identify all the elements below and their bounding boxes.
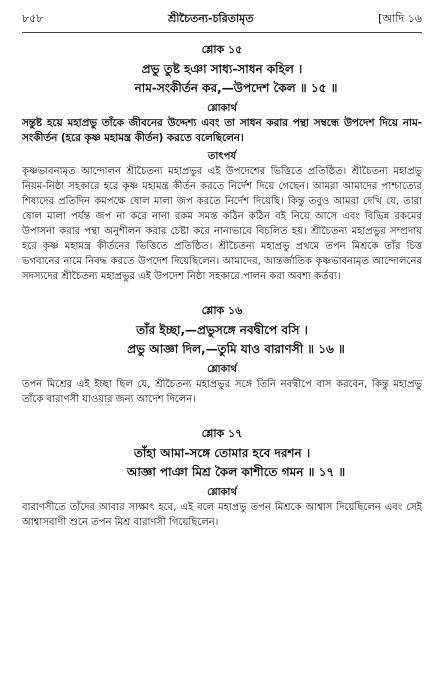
verse-15-line-2: নাম-সংকীর্তন কর,—উপদেশ কৈল ॥ ১৫ ॥ (134, 81, 338, 95)
verse-15-translation-label: শ্লোকার্থ (207, 103, 237, 114)
page-number: ৮৫৮ (22, 12, 44, 25)
book-page (22, 10, 422, 530)
verse-15 (22, 41, 422, 98)
section-reference: [আদি ১৬ (378, 12, 422, 25)
verse-17-heading: শ্লোক ১৭ (201, 427, 243, 440)
verse-15-heading: শ্লোক ১৫ (201, 43, 243, 56)
verse-17-line-1: তাঁহা আমা-সঙ্গে তোমার হবে দরশন । (133, 446, 311, 460)
verse-16-translation-label: শ্লোকার্থ (207, 364, 237, 375)
verse-15-line-1: প্রভু তুষ্ট হঞা সাধ্য-সাধন কহিল । (141, 62, 303, 76)
verse-17-line-2: আজ্ঞা পাঞা মিশ্র কৈল কাশীতে গমন ॥ ১৭ ॥ (126, 465, 346, 479)
verse-17-translation: বারাণসীতে তাঁদের আবার সাক্ষাৎ হবে, এই বলে মহাপ্রভু তপন মিশ্রকে আশ্বাস দিয়েছিলেন এবং সেই আশ্বাসবাণী শুনে তপন মিশ্র বারাণসী গিয়েছিলেন। (22, 502, 422, 528)
book-title: শ্রীচৈতন্য-চরিতামৃত (168, 12, 254, 25)
verse-16 (22, 302, 422, 359)
verse-17-translation-label: শ্লোকার্থ (207, 487, 237, 498)
verse-15-purport-label: তাৎপর্য (207, 151, 237, 162)
verse-16-heading: শ্লোক ১৬ (201, 304, 243, 317)
verse-15-purport: কৃষ্ণভাবনামৃত আন্দোলন শ্রীচৈতন্য মহাপ্রভুর এই উপদেশের ভিত্তিতে প্রতিষ্ঠিত। শ্রীচৈতন্য মহাপ্রভু নিয়ম-নিষ্ঠা সহকারে হরে কৃষ্ণ মহামন্ত্র কীর্তন করতে নির্দেশ দিয়ে গেছেন। আমরা আমাদের পাশ্চাত্যের শিষ্যদের প্রতিদিন কমপক্ষে ষোল মালা জপ করতে নির্দেশ দিয়েছি। কিন্তু তবুও আমরা দেখি যে, তারা ষোল মালা পর্যন্ত জপ না করে নানা রকম সমস্ত কঠিন কঠিন বই নিয়ে আসে এবং বিভিন্ন রকমের উপাসনা করার পন্থা অনুশীলন করার চেষ্টা করে নানাভাবে বিচলিত হয়। শ্রীচৈতন্য মহাপ্রভুর সম্প্রদায় হরে কৃষ্ণ মহামন্ত্র কীর্তনের ভিত্তিতে প্রতিষ্ঠিত। শ্রীচৈতন্য মহাপ্রভু প্রথমে তপন মিশ্রকে তাঁর চিত্ত ভগবানের নামে নিবদ্ধ করতে উপদেশ দিয়েছিলেন। আমাদের, আন্তর্জাতিক কৃষ্ণভাবনামৃত আন্দোলনের সদস্যদের শ্রীচৈতন্য মহাপ্রভুর এই উপদেশ নিষ্ঠা সহকারে পালন করা অবশ্য কর্তব্য। (22, 166, 422, 282)
verse-15-translation: সন্তুষ্ট হয়ে মহাপ্রভু তাঁকে জীবনের উদ্দেশ্য এবং তা সাধন করার পন্থা সম্বন্ধে উপদেশ দিয়ে নাম-সংকীর্তন (হরে কৃষ্ণ মহামন্ত্র কীর্তন) করতে বলেছিলেন। (22, 117, 422, 144)
verse-16-line-1: তাঁর ইচ্ছা,—প্রভুসঙ্গে নবদ্বীপে বসি । (136, 323, 308, 337)
page-header (22, 10, 422, 33)
verse-17 (22, 425, 422, 482)
verse-16-translation: তপন মিশ্রের এই ইচ্ছা ছিল যে, শ্রীচৈতন্য মহাপ্রভুর সঙ্গে তিনি নবদ্বীপে বাস করবেন, কিন্তু মহাপ্রভু তাঁকে বারাণসী যাওয়ার জন্য আদেশ দিলেন। (22, 379, 422, 405)
verse-16-line-2: প্রভু আজ্ঞা দিল,—তুমি যাও বারাণসী ॥ ১৬ ॥ (127, 342, 345, 356)
